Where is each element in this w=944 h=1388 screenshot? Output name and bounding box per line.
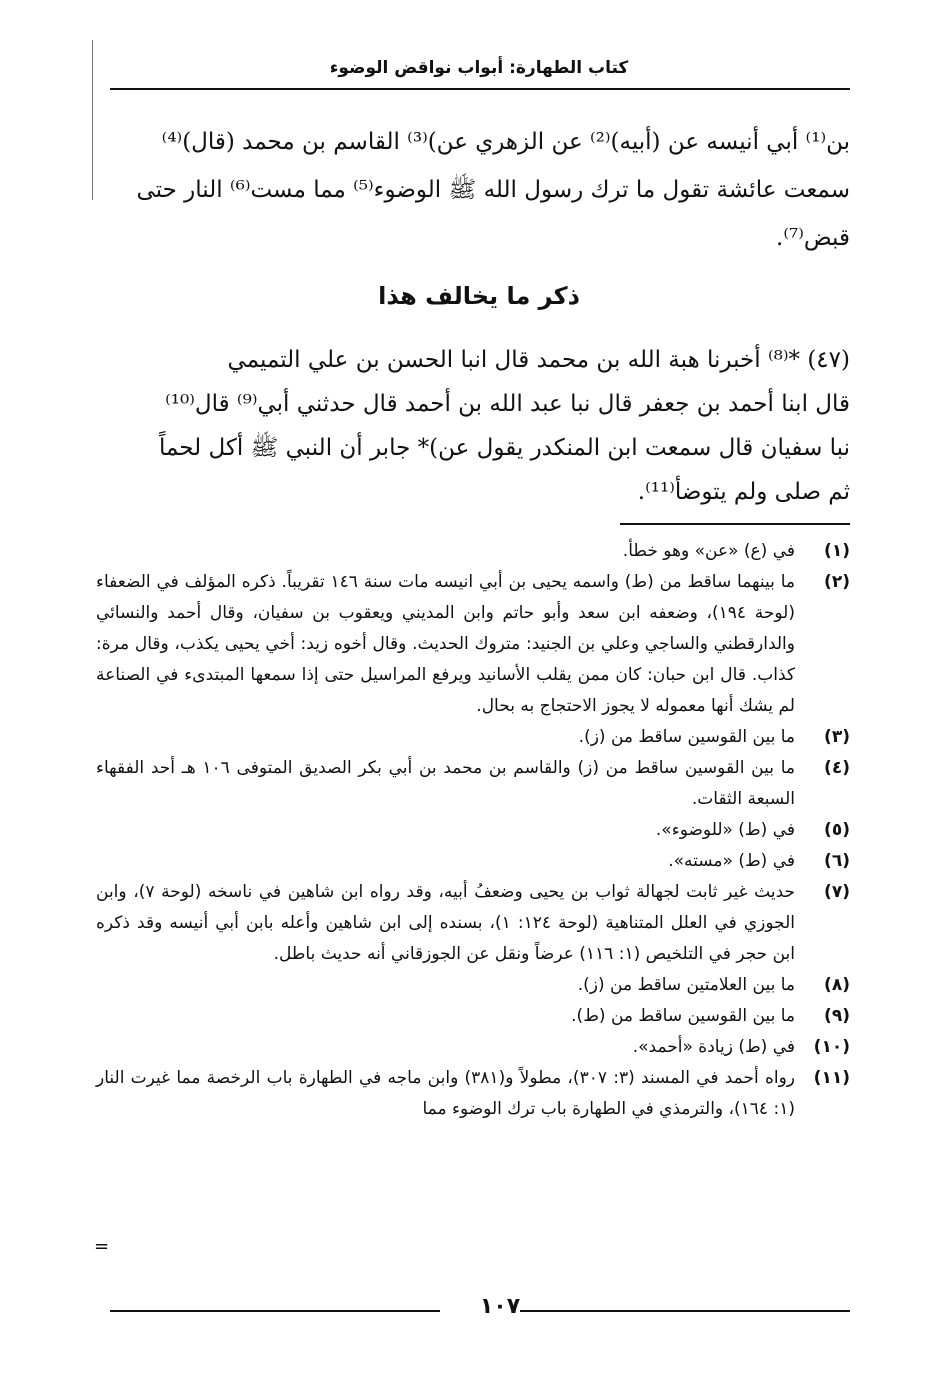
footer-rule-left <box>110 1310 440 1312</box>
footnotes <box>96 536 850 1125</box>
continuation-mark: = <box>94 1236 110 1257</box>
footnote-text: ما بين القوسين ساقط من (ط). <box>571 1006 795 1026</box>
footnote-number: (٣) <box>824 727 850 747</box>
footnote <box>96 1001 850 1032</box>
footnote <box>96 846 850 877</box>
text-line: سمعت عائشة تقول ما ترك رسول الله ﷺ الوضوء⁽⁵⁾ مما مست⁽⁶⁾ النار حتى <box>136 177 850 203</box>
text-line: قبض⁽⁷⁾. <box>776 225 850 251</box>
footnote <box>96 753 850 815</box>
footnote-text: في (ط) «للوضوء». <box>655 820 795 840</box>
footnote-rule <box>620 523 850 525</box>
hadith-text <box>110 338 850 514</box>
footer-rule-right <box>520 1310 850 1312</box>
footnote-number: (٤) <box>824 758 850 778</box>
footnote-text: ما بين القوسين ساقط من (ز). <box>578 727 795 747</box>
text-line: ثم صلى ولم يتوضأ⁽¹¹⁾. <box>637 479 850 505</box>
footnote <box>96 877 850 970</box>
footnote-number: (١) <box>824 541 850 561</box>
section-heading: ذكر ما يخالف هذا <box>378 282 580 310</box>
footnote <box>96 970 850 1001</box>
footnote-text: في (ط) زيادة «أحمد». <box>632 1037 795 1057</box>
header-rule <box>110 88 850 90</box>
footnote-text: ما بين القوسين ساقط من (ز) والقاسم بن محمد بن أبي بكر الصديق المتوفى ١٠٦ هـ أحد الفقهاء السبعة الثقات. <box>96 758 795 809</box>
footnote-number: (٩) <box>824 1006 850 1026</box>
footnote-text: رواه أحمد في المسند (٣: ٣٠٧)، مطولاً و(٣٨١) وابن ماجه في الطهارة باب الرخصة مما غيرت النار (١: ١٦٤)، والترمذي في الطهارة باب ترك الوضوء مما <box>96 1068 795 1119</box>
footnote-text: في (ع) «عن» وهو خطأ. <box>622 541 795 561</box>
footnote-text: حديث غير ثابت لجهالة ثواب بن يحيى وضعفُ أبيه، وقد رواه ابن شاهين في ناسخه (لوحة ٧)، وابن الجوزي في العلل المتناهية (لوحة ١٢٤: ١)، بسنده إلى ابن شاهين وأعله بابن أبي أنيسه وقد ذكره ابن حجر في التلخيص (١: ١١٦) عرضاً ونقل عن الجوزقاني أنه حديث باطل. <box>96 882 795 964</box>
footnote-number: (٥) <box>824 820 850 840</box>
footnote-number: (١١) <box>813 1068 850 1088</box>
footnote-text: في (ط) «مسته». <box>668 851 795 871</box>
gutter-line <box>92 40 93 200</box>
main-text <box>110 118 850 262</box>
footnote <box>96 722 850 753</box>
footnote <box>96 567 850 722</box>
text-line: (٤٧) *⁽⁸⁾ أخبرنا هبة الله بن محمد قال انبا الحسن بن علي التميمي <box>227 347 850 373</box>
footnote-number: (٦) <box>824 851 850 871</box>
footnote-number: (٨) <box>824 975 850 995</box>
page-number: ١٠٧ <box>479 1294 521 1319</box>
footnote-text: ما بين العلامتين ساقط من (ز). <box>577 975 795 995</box>
text-line: بن⁽¹⁾ أبي أنيسه عن (أبيه)⁽²⁾ عن الزهري عن)⁽³⁾ القاسم بن محمد (قال)⁽⁴⁾ <box>161 129 850 155</box>
footnote-number: (٢) <box>824 572 850 592</box>
footnote <box>96 1032 850 1063</box>
footnote <box>96 815 850 846</box>
footnote <box>96 1063 850 1125</box>
text-line: نبا سفيان قال سمعت ابن المنكدر يقول عن)* جابر أن النبي ﷺ أكل لحماً <box>159 435 850 461</box>
text-line: قال ابنا أحمد بن جعفر قال نبا عبد الله بن أحمد قال حدثني أبي⁽⁹⁾ قال⁽¹⁰⁾ <box>165 391 850 417</box>
footnote <box>96 536 850 567</box>
running-head: كتاب الطهارة: أبواب نواقض الوضوء <box>329 58 629 78</box>
footnote-number: (٧) <box>824 882 850 902</box>
footnote-number: (١٠) <box>813 1037 850 1057</box>
footnote-text: ما بينهما ساقط من (ط) واسمه يحيى بن أبي انيسه مات سنة ١٤٦ تقريباً. ذكره المؤلف في الضعفاء (لوحة ١٩٤)، وضعفه ابن سعد وأبو حاتم وابن المديني ويعقوب بن سفيان، وقال أحمد والنسائي والدارقطني والساجي وعلي بن الجنيد: متروك الحديث. وقال أخوه زيد: أخي يحيى يكذب، وقال مرة: كذاب. قال ابن حبان: كان ممن يقلب الأسانيد ويرفع المراسيل حتى إذا سمعها المبتدىء في الصناعة لم يشك أنها معموله لا يجوز الاحتجاج به بحال. <box>96 572 795 716</box>
